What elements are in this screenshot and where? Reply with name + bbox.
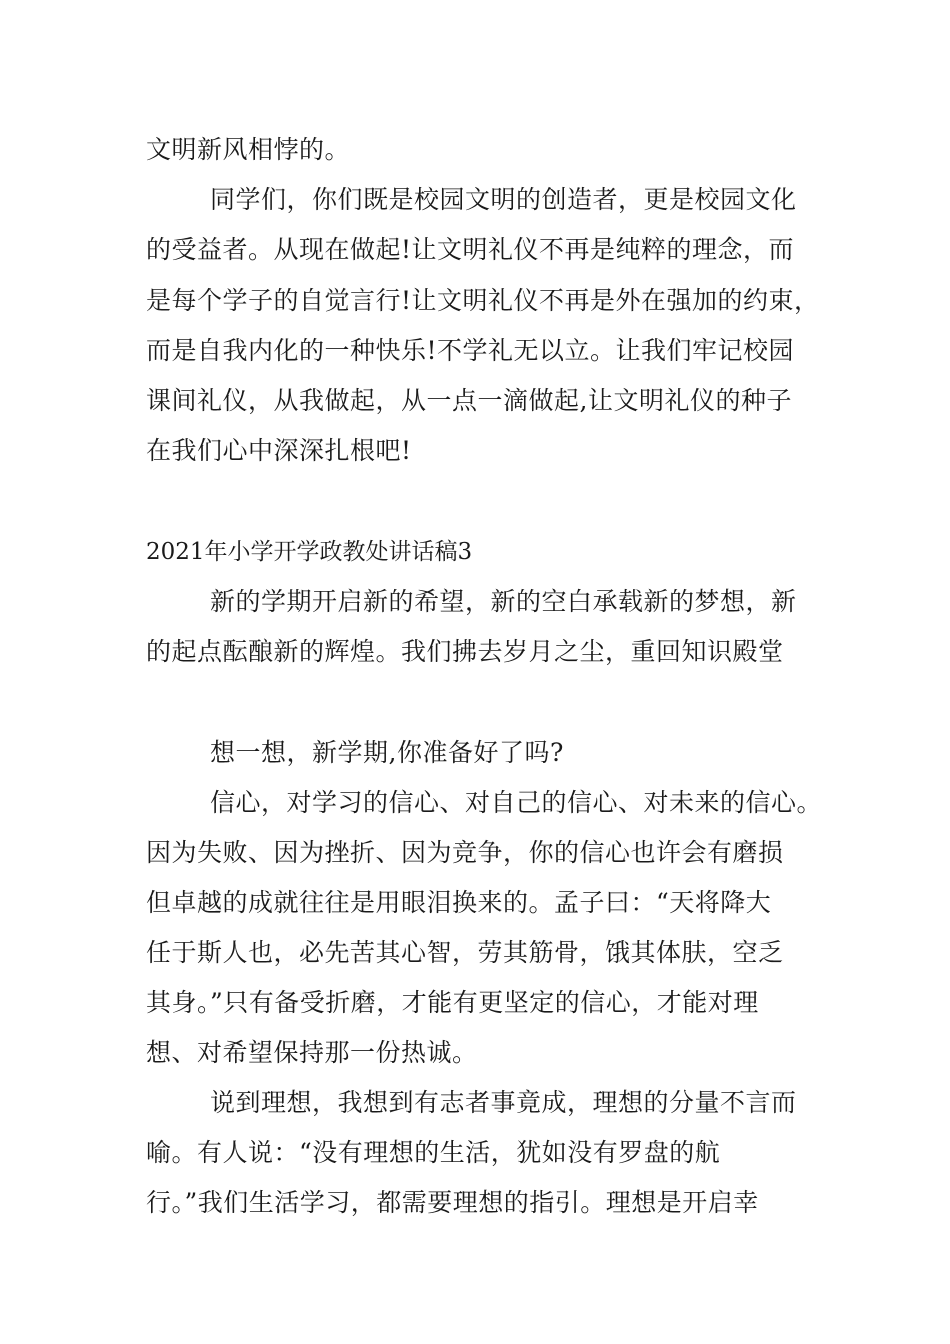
paragraph-first-line: 信心，对学习的信心、对自己的信心、对未来的信心。 [210, 788, 823, 817]
text-line: 因为失败、因为挫折、因为竞争，你的信心也许会有磨损 [146, 838, 784, 867]
text-line: 想、对希望保持那一份热诚。 [146, 1038, 478, 1067]
text-line: 行。”我们生活学习，都需要理想的指引。理想是开启幸 [146, 1188, 759, 1217]
text-line: 其身。”只有备受折磨，才能有更坚定的信心，才能对理 [146, 988, 759, 1017]
paragraph-first-line: 新的学期开启新的希望，新的空白承载新的梦想，新 [210, 587, 797, 616]
paragraph-first-line: 想一想，新学期,你准备好了吗? [210, 738, 564, 767]
text-line: 是每个学子的自觉言行!让文明礼仪不再是外在强加的约束， [146, 286, 820, 315]
text-line: 在我们心中深深扎根吧! [146, 436, 412, 465]
text-line: 的起点酝酿新的辉煌。我们拂去岁月之尘，重回知识殿堂 [146, 637, 784, 666]
text-line: 的受益者。从现在做起!让文明礼仪不再是纯粹的理念，而 [146, 235, 795, 264]
paragraph-first-line: 同学们，你们既是校园文明的创造者，更是校园文化 [210, 185, 797, 214]
text-line: 喻。有人说：“没有理想的生活，犹如没有罗盘的航 [146, 1138, 721, 1167]
text-line: 课间礼仪，从我做起，从一点一滴做起,让文明礼仪的种子 [146, 386, 792, 415]
section-heading: 2021年小学开学政教处讲话稿3 [146, 539, 473, 565]
paragraph-first-line: 说到理想，我想到有志者事竟成，理想的分量不言而 [210, 1088, 797, 1117]
text-line: 而是自我内化的一种快乐!不学礼无以立。让我们牢记校园 [146, 336, 795, 365]
text-line: 文明新风相悖的。 [146, 135, 351, 164]
text-line: 任于斯人也，必先苦其心智，劳其筋骨，饿其体肤，空乏 [146, 938, 784, 967]
text-line: 但卓越的成就往往是用眼泪换来的。孟子曰：“天将降大 [146, 888, 772, 917]
